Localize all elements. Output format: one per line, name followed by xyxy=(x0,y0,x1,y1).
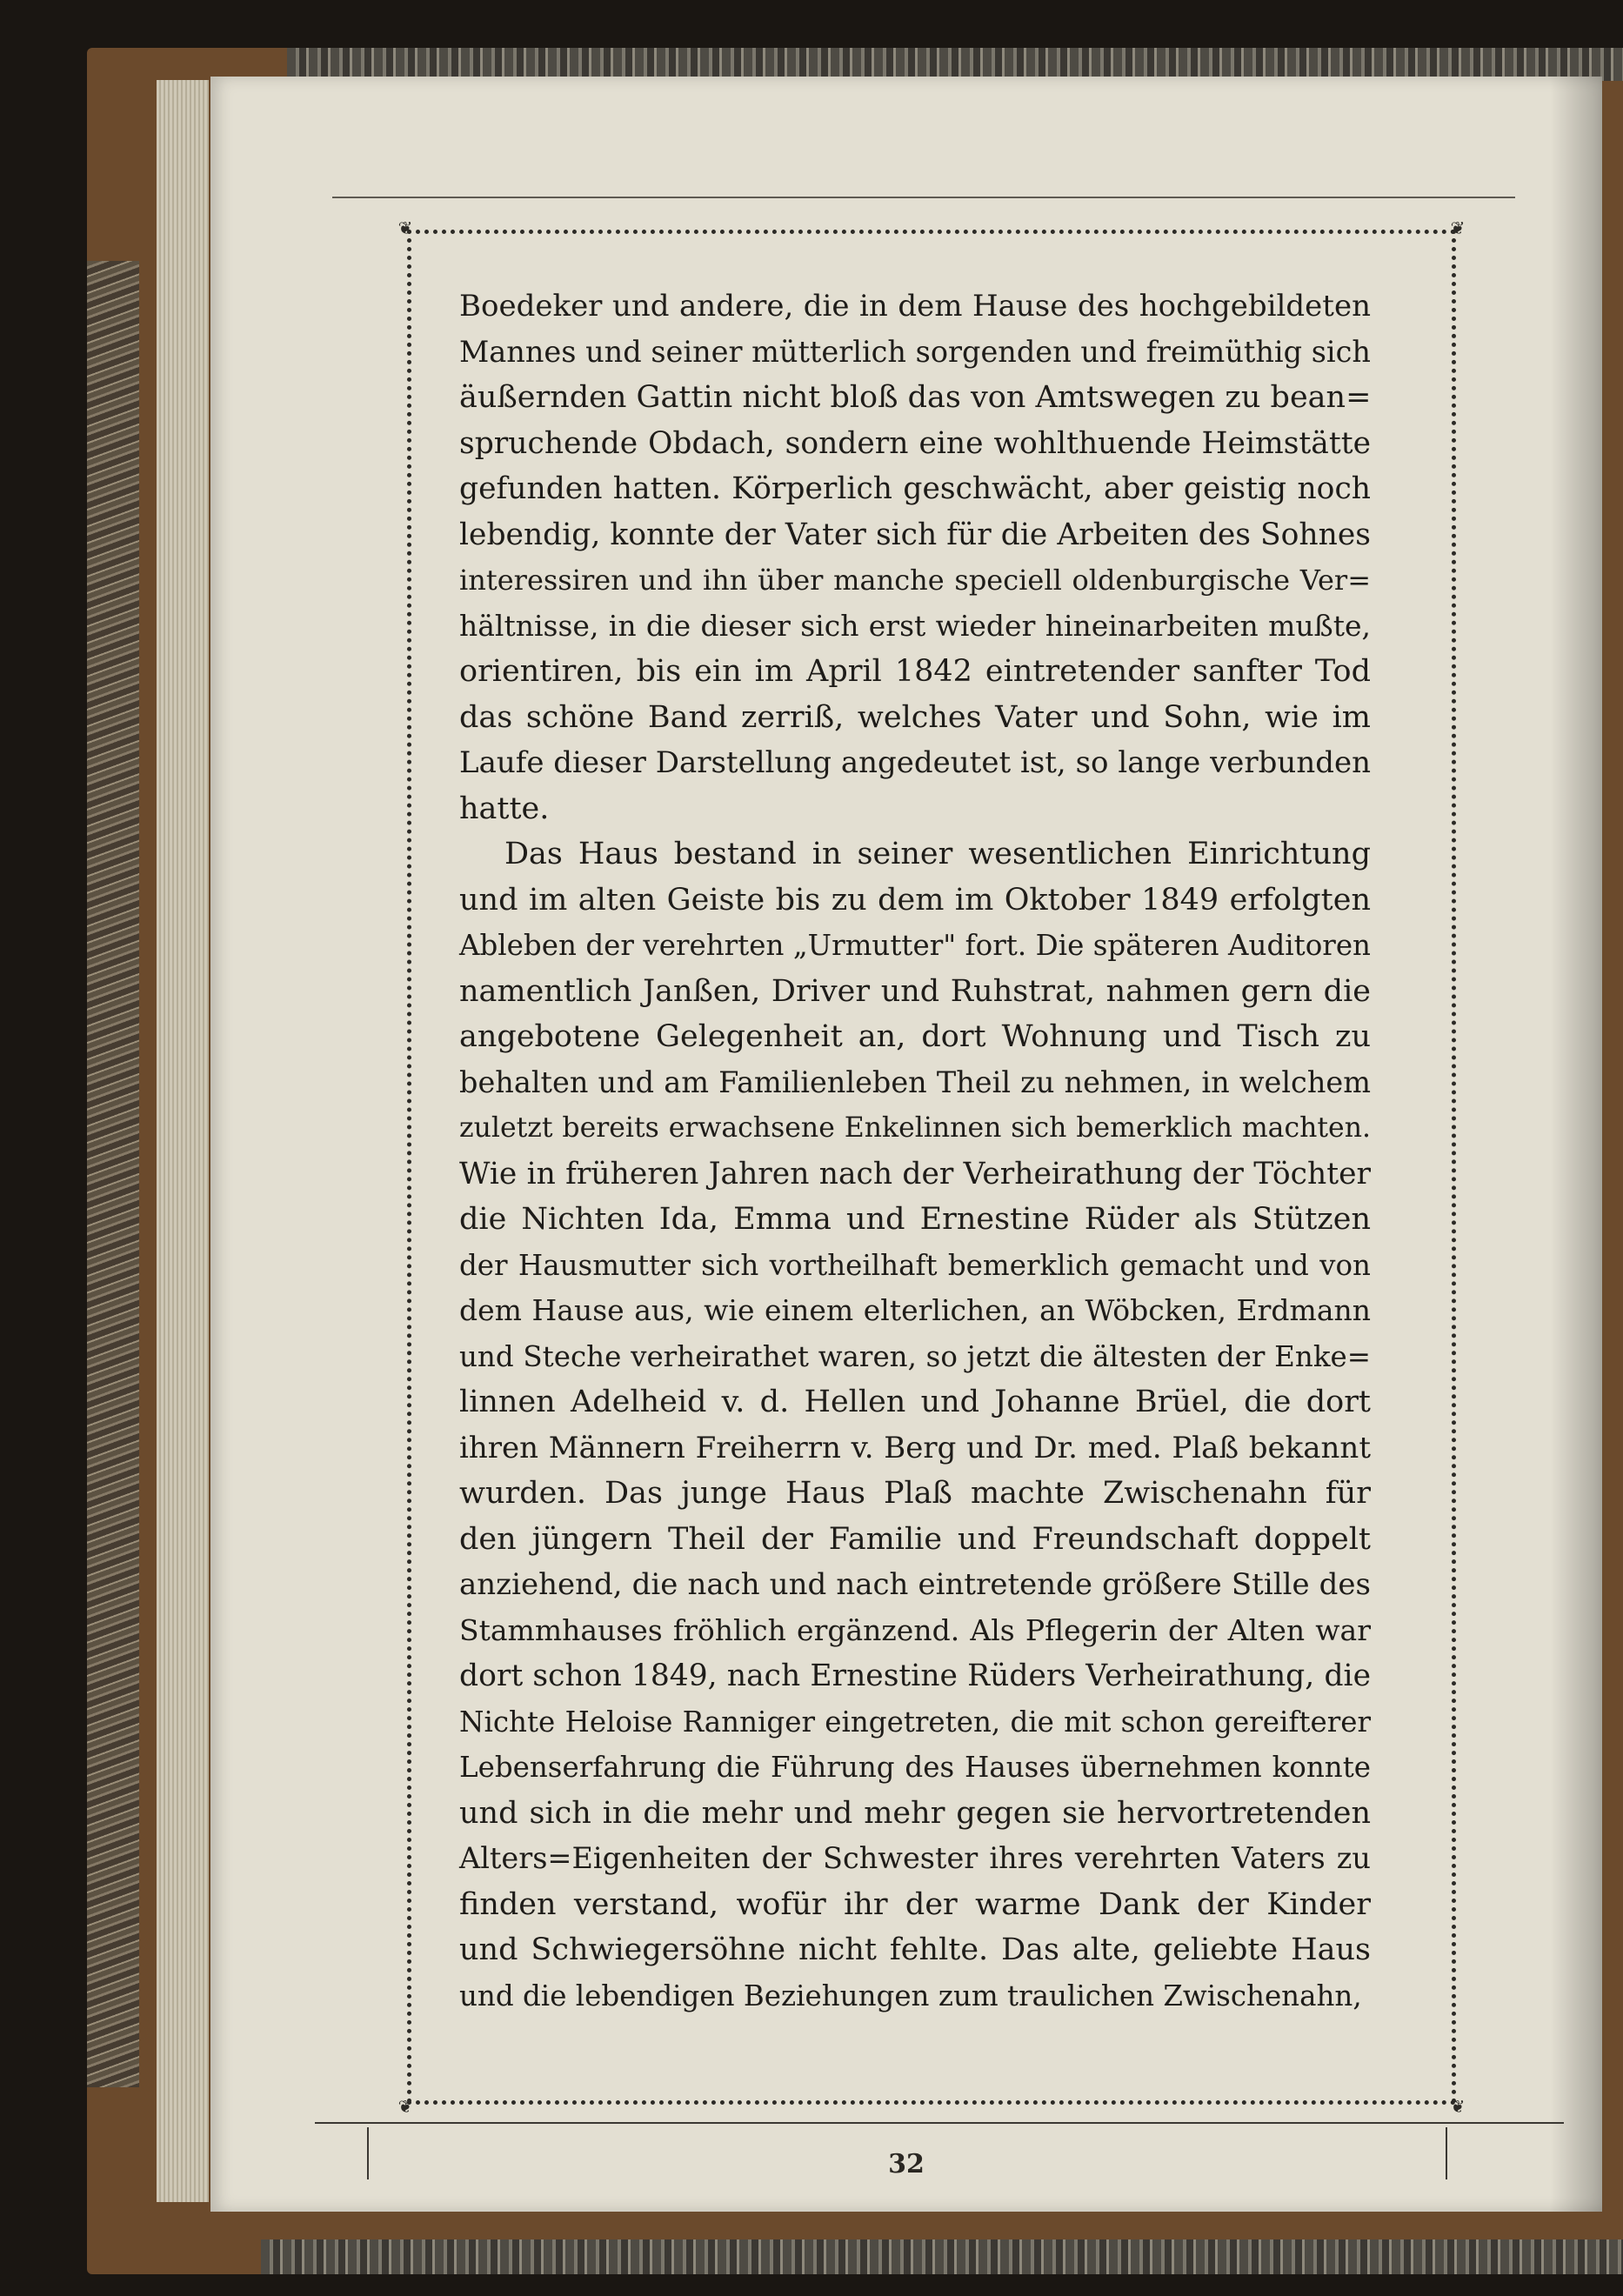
corner-ornament-icon: ❦ xyxy=(1450,2096,1466,2117)
text-line: gefunden hatten. Körperlich geschwächt, aber geistig noch xyxy=(459,471,1371,506)
corner-ornament-icon: ❦ xyxy=(397,2096,413,2117)
text-line: hatte. xyxy=(459,791,550,826)
text-line: Laufe dieser Darstellung angedeutet ist, so lange verbunden xyxy=(459,745,1371,780)
text-line: und im alten Geiste bis zu dem im Oktober 1849 erfolgten xyxy=(459,882,1371,918)
text-line: Ableben der verehrten „Urmutter" fort. Die späteren Auditoren xyxy=(459,929,1371,962)
text-line: linnen Adelheid v. d. Hellen und Johanne Brüel, die dort xyxy=(459,1385,1371,1419)
text-line: und Schwiegersöhne nicht fehlte. Das alte, geliebte Haus xyxy=(459,1932,1371,1967)
text-line: und sich in die mehr und mehr gegen sie hervortretenden xyxy=(459,1795,1371,1831)
text-line: lebendig, konnte der Vater sich für die Arbeiten des Sohnes xyxy=(459,517,1371,552)
text-line: Das Haus bestand in seiner wesentlichen Einrichtung xyxy=(504,837,1371,871)
text-line: Lebenserfahrung die Führung des Hauses übernehmen konnte xyxy=(459,1751,1371,1784)
text-line: Alters=Eigenheiten der Schwester ihres verehrten Vaters zu xyxy=(459,1841,1371,1875)
page-edges xyxy=(157,80,209,2202)
text-line: die Nichten Ida, Emma und Ernestine Rüder als Stützen xyxy=(459,1202,1371,1237)
text-line: und Steche verheirathet waren, so jetzt die ältesten der Enke= xyxy=(459,1339,1371,1373)
text-line: behalten und am Familienleben Theil zu nehmen, in welchem xyxy=(459,1065,1371,1099)
page-number: 32 xyxy=(888,2149,925,2179)
book-page xyxy=(210,77,1602,2212)
bottom-rule xyxy=(315,2122,1564,2124)
body-text xyxy=(459,284,1371,2019)
text-line: namentlich Janßen, Driver und Ruhstrat, nahmen gern die xyxy=(459,973,1371,1009)
text-line: zuletzt bereits erwachsene Enkelinnen sich bemerklich machten. xyxy=(459,1112,1371,1144)
text-line: hältnisse, in die dieser sich erst wieder hineinarbeiten mußte, xyxy=(459,608,1371,643)
text-line: dem Hause aus, wie einem elterlichen, an Wöbcken, Erdmann xyxy=(459,1293,1371,1327)
text-line: dort schon 1849, nach Ernestine Rüders Verheirathung, die xyxy=(459,1659,1371,1693)
text-line: wurden. Das junge Haus Plaß machte Zwischenahn für xyxy=(459,1476,1371,1511)
text-line: Boedeker und andere, die in dem Hause des hochgebildeten xyxy=(459,289,1371,324)
text-line: ihren Männern Freiherrn v. Berg und Dr. med. Plaß bekannt xyxy=(459,1430,1371,1465)
text-line: Stammhauses fröhlich ergänzend. Als Pflegerin der Alten war xyxy=(459,1612,1371,1647)
text-line: spruchende Obdach, sondern eine wohlthuende Heimstätte xyxy=(459,425,1371,461)
text-line: orientiren, bis ein im April 1842 eintretender sanfter Tod xyxy=(459,654,1371,689)
text-line: Mannes und seiner mütterlich sorgenden und freimüthig sich xyxy=(459,334,1371,369)
marbled-edge-left xyxy=(87,261,139,2087)
text-line: und die lebendigen Beziehungen zum traulichen Zwischenahn, xyxy=(459,1979,1362,2012)
text-line: den jüngern Theil der Familie und Freundschaft doppelt xyxy=(459,1521,1371,1557)
text-line: das schöne Band zerriß, welches Vater und Sohn, wie im xyxy=(459,699,1371,735)
text-line: äußernden Gattin nicht bloß das von Amtswegen zu bean= xyxy=(459,380,1372,415)
text-line: angebotene Gelegenheit an, dort Wohnung und Tisch zu xyxy=(459,1019,1371,1054)
text-line: anziehend, die nach und nach eintretende größere Stille des xyxy=(459,1567,1371,1602)
text-line: der Hausmutter sich vortheilhaft bemerklich gemacht und von xyxy=(459,1248,1371,1282)
marbled-edge-bottom xyxy=(261,2239,1623,2274)
text-line: Wie in früheren Jahren nach der Verheirathung der Töchter xyxy=(459,1156,1371,1191)
page-gutter-shadow xyxy=(1550,77,1602,2212)
text-line: finden verstand, wofür ihr der warme Dank der Kinder xyxy=(459,1886,1371,1922)
top-rule xyxy=(332,197,1515,198)
corner-ornament-icon: ❦ xyxy=(397,217,413,238)
corner-ornament-icon: ❦ xyxy=(1450,217,1466,238)
text-line: interessiren und ihn über manche speciell oldenburgische Ver= xyxy=(459,564,1371,597)
text-line: Nichte Heloise Ranniger eingetreten, die mit schon gereifterer xyxy=(459,1705,1371,1739)
